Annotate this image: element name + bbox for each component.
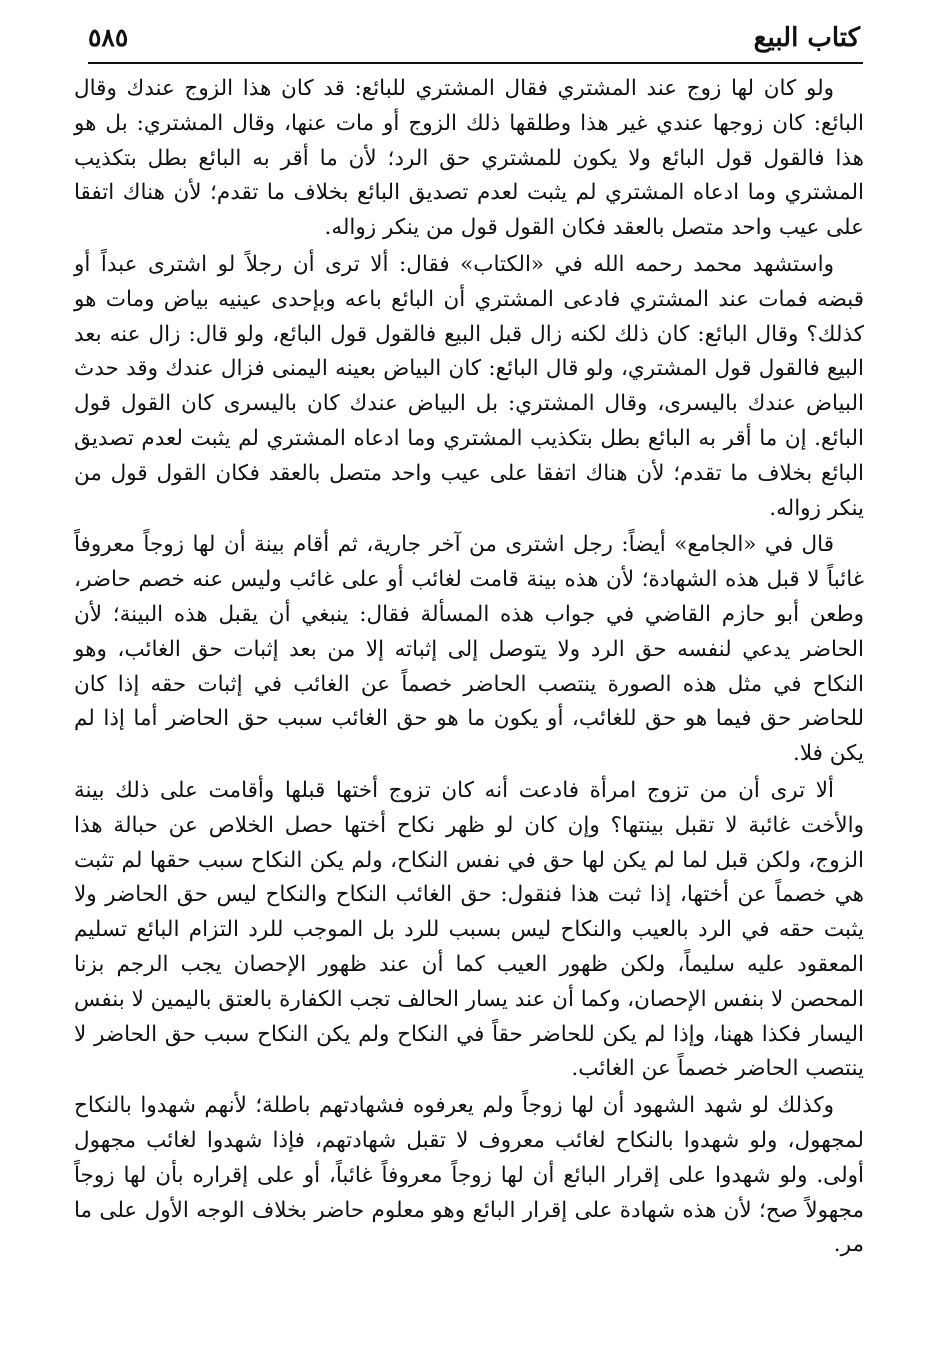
paragraph-5: وكذلك لو شهد الشهود أن لها زوجاً ولم يعرفوه فشهادتهم باطلة؛ لأنهم شهدوا بالنكاح لمجهول، ولو شهدوا بالنكاح لغائب معروف لا تقبل شهادتهم، فإذا شهدوا لغائب مجهول أولى. ولو شهدوا على إقرار البائع أن لها زوجاً معروفاً غائباً، أو على إقراره بأن لها زوجاً مجهولاً صح؛ لأن هذه شهادة على إقرار البائع وهو معلوم حاضر بخلاف الوجه الأول على ما مر.	[74, 1093, 864, 1258]
page-header	[88, 20, 860, 60]
header-divider	[88, 62, 863, 64]
paragraph-1: ولو كان لها زوج عند المشتري فقال المشتري للبائع: قد كان هذا الزوج عندك وقال البائع: كان زوجها عندي غير هذا وطلقها ذلك الزوج أو مات عنها، وقال المشتري: بل هو هذا فالقول قول البائع ولا يكون للمشتري حق الرد؛ لأن ما أقر به البائع بطل بتكذيب المشتري وما ادعاه المشتري لم يثبت لعدم تصديق البائع بخلاف ما تقدم؛ لأن هناك اتفقا على عيب واحد متصل بالعقد فكان القول قول من ينكر زواله.	[74, 76, 864, 241]
page-body	[74, 72, 864, 1265]
page-number: ٥٨٥	[88, 23, 129, 52]
paragraph-2: واستشهد محمد رحمه الله في «الكتاب» فقال: ألا ترى أن رجلاً لو اشترى عبداً أو قبضه فمات عند المشتري فادعى المشتري أن البائع باعه وبإحدى عينيه بياض ومات هو كذلك؟ وقال البائع: كان ذلك لكنه زال قبل البيع فالقول قول البائع، ولو قال: زال عنه بعد البيع فالقول قول المشتري، ولو قال البائع: كان البياض بعينه اليمنى فزال عندك وقد حدث البياض عندك باليسرى، وقال المشتري: بل البياض عندك كان باليسرى كان القول قول البائع. إن ما أقر به البائع بطل بتكذيب المشتري وما ادعاه المشتري لم يثبت لعدم تصديق البائع بخلاف ما تقدم؛ لأن هناك اتفقا على عيب واحد متصل بالعقد فكان القول قول من ينكر زواله.	[74, 251, 864, 521]
paragraph-3: قال في «الجامع» أيضاً: رجل اشترى من آخر جارية، ثم أقام بينة أن لها زوجاً معروفاً غائباً لا قبل هذه الشهادة؛ لأن هذه بينة قامت لغائب أو على غائب وليس عنه خصم حاضر، وطعن أبو حازم القاضي في جواب هذه المسألة فقال: ينبغي أن يقبل هذه البينة؛ لأن الحاضر يدعي لنفسه حق الرد ولا يتوصل إلى إثباته إلا من بعد إثبات حق الغائب، وهو النكاح في مثل هذه الصورة ينتصب الحاضر خصماً عن الغائب في إثبات حقه إذا كان للحاضر حق فيما هو حق للغائب، أو يكون ما هو حق الغائب سبب حق الحاضر أما إذا لم يكن فلا.	[74, 532, 864, 767]
paragraph-4: ألا ترى أن من تزوج امرأة فادعت أنه كان تزوج أختها قبلها وأقامت على ذلك بينة والأخت غائبة لا تقبل بينتها؟ وإن كان لو ظهر نكاح أختها حصل الخلاص عن حبالة هذا الزوج، ولكن قبل لما لم يكن لها حق في نفس النكاح، ولم يكن النكاح سبب حقها لم تثبت هي خصماً عن أختها، إذا ثبت هذا فنقول: حق الغائب النكاح والنكاح ليس حق الحاضر ولا يثبت حقه في الرد بالعيب والنكاح ليس بسبب للرد بل الموجب للرد التزام البائع تسليم المعقود عليه سليماً، ولكن ظهور العيب كما أن عند ظهور الإحصان يجب الرجم بزنا المحصن لا بنفس الإحصان، وكما أن عند يسار الحالف تجب الكفارة بالعتق باليمين لا بنفس اليسار فكذا ههنا، وإذا لم يكن للحاضر حقاً في النكاح ولم يكن النكاح سبب حق الحاضر لا ينتصب الحاضر خصماً عن الغائب.	[73, 777, 864, 1082]
running-title: كتاب البيع	[753, 23, 860, 53]
